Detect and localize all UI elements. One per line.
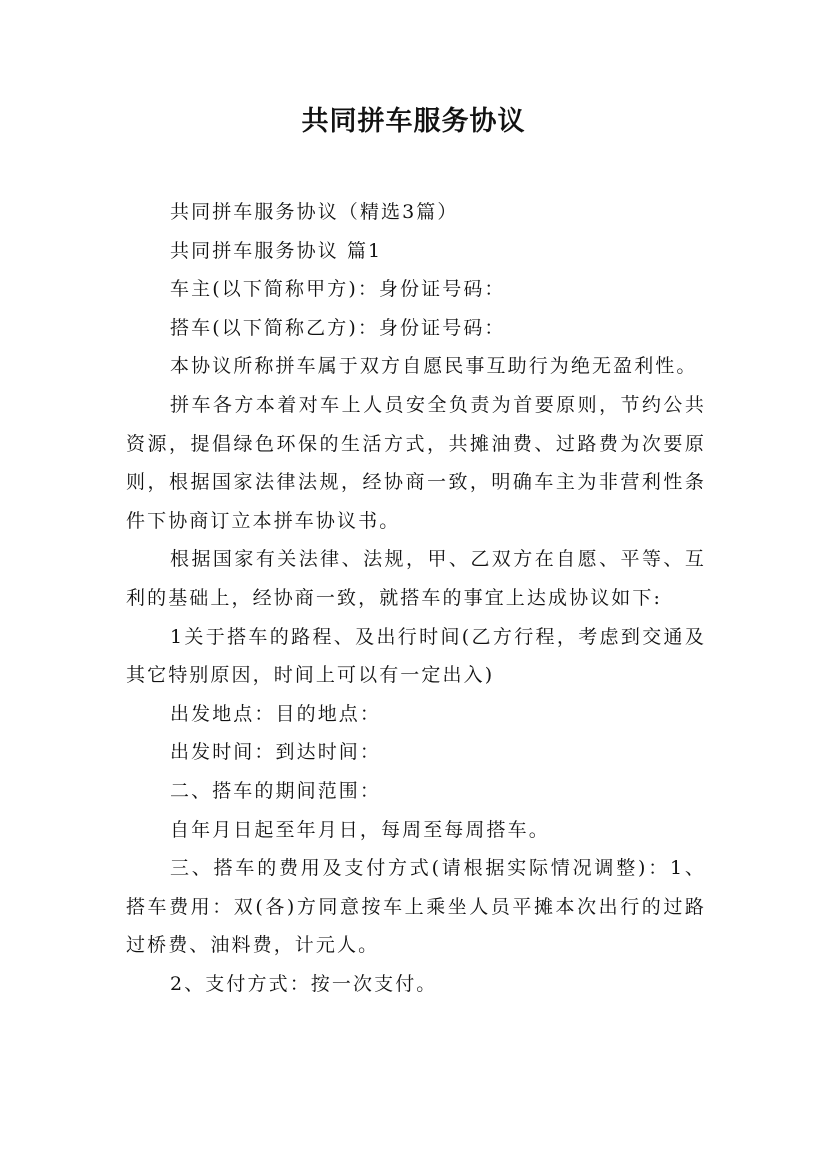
paragraph-nonprofit: 本协议所称拼车属于双方自愿民事互助行为绝无盈利性。: [170, 355, 698, 378]
document-title: 共同拼车服务协议: [301, 106, 526, 137]
document-body: [126, 193, 706, 1003]
paragraph-party-a: 车主(以下简称甲方)：身份证号码：: [170, 278, 506, 301]
paragraph-period-heading: 二、搭车的期间范围：: [170, 779, 382, 802]
paragraph-basis: 根据国家有关法律、法规，甲、乙双方在自愿、平等、互利的基础上，经协商一致，就搭车的事宜上达成协议如下:: [126, 548, 706, 609]
paragraph-locations: 出发地点：目的地点：: [170, 702, 382, 725]
paragraph-fees: 三、搭车的费用及支付方式(请根据实际情况调整)：1、搭车费用：双(各)方同意按车上乘坐人员平摊本次出行的过路过桥费、油料费，计元人。: [126, 857, 706, 957]
paragraph-subtitle: 共同拼车服务协议（精选3篇）: [170, 201, 459, 223]
paragraph-principles: 拼车各方本着对车上人员安全负责为首要原则，节约公共资源，提倡绿色环保的生活方式，共摊油费、过路费为次要原则，根据国家法律法规，经协商一致，明确车主为非营利性条件下协商订立本拼车协议书。: [126, 393, 706, 532]
paragraph-party-b: 搭车(以下简称乙方)：身份证号码：: [170, 316, 506, 339]
paragraph-payment: 2、支付方式：按一次支付。: [170, 972, 438, 995]
paragraph-section-heading: 共同拼车服务协议 篇1: [170, 239, 383, 262]
paragraph-times: 出发时间：到达时间：: [170, 741, 382, 764]
paragraph-route-time: 1关于搭车的路程、及出行时间(乙方行程，考虑到交通及其它特别原因，时间上可以有一定出入): [126, 625, 706, 687]
paragraph-period: 自年月日起至年月日，每周至每周搭车。: [170, 818, 550, 841]
